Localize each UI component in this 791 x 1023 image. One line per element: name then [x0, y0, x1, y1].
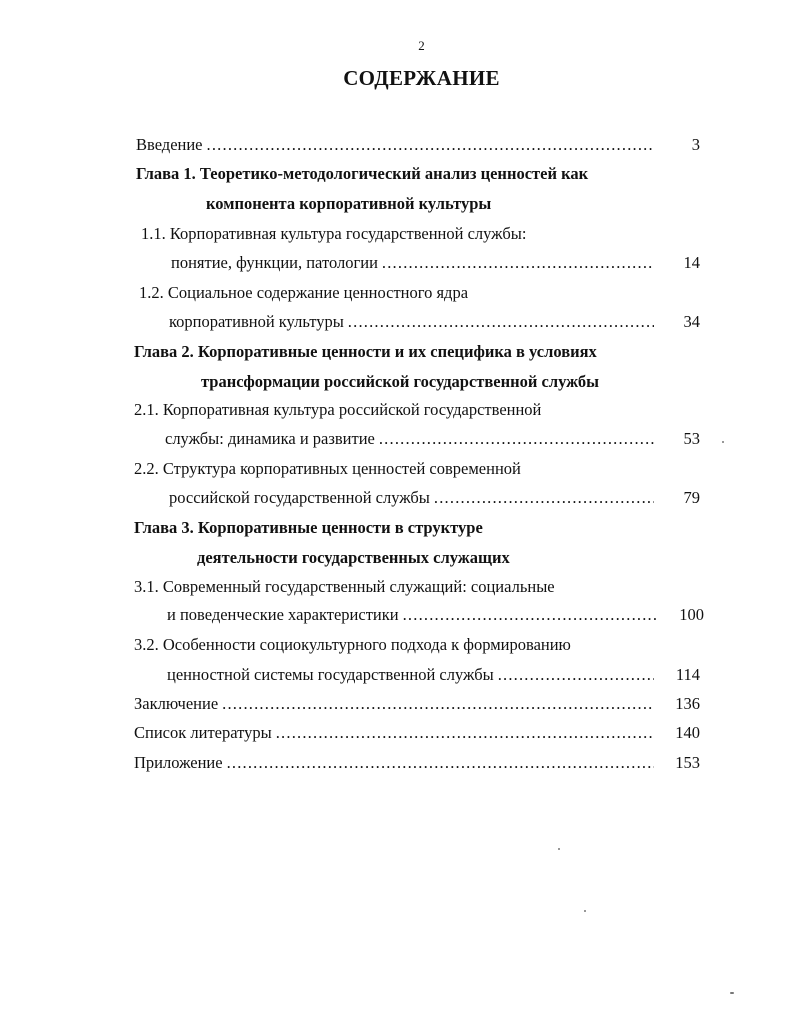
- chapter-1-title-line-2: компонента корпоративной культуры: [206, 194, 492, 213]
- chapter-2-title-line-2: трансформации российской государственной службы: [201, 372, 600, 391]
- toc-entry-text: ценностной системы государственной службы: [167, 665, 494, 684]
- dot-leader: [207, 135, 654, 155]
- toc-entry-text: Список литературы: [134, 723, 272, 742]
- toc-entry-section-1-2: [169, 312, 700, 332]
- dot-leader: [379, 429, 654, 449]
- page-number: 2: [418, 38, 425, 53]
- toc-page-number: 153: [675, 753, 700, 772]
- toc-page-number: 79: [683, 488, 700, 507]
- toc-entry-text: и поведенческие характеристики: [167, 605, 399, 624]
- toc-page-number: 114: [675, 665, 700, 684]
- toc-entry-appendix: [134, 753, 700, 773]
- toc-entry-section-2-2: [169, 488, 700, 508]
- scan-speck: [558, 848, 560, 850]
- toc-entry-conclusion: [134, 694, 700, 714]
- toc-page-number: 100: [679, 605, 704, 624]
- toc-entry-section-1-1: [171, 253, 700, 273]
- scan-speck: [722, 441, 724, 443]
- toc-entry-intro: [136, 135, 700, 155]
- toc-page-number: 3: [691, 135, 700, 154]
- toc-entry-text: службы: динамика и развитие: [165, 429, 375, 448]
- toc-entry-text: Заключение: [134, 694, 219, 713]
- section-2-2-line-1: 2.2. Структура корпоративных ценностей современной: [134, 459, 521, 478]
- toc-page-number: 14: [683, 253, 700, 272]
- dot-leader: [348, 312, 654, 332]
- toc-entry-section-2-1: [165, 429, 700, 449]
- chapter-3-title-line-1: Глава 3. Корпоративные ценности в структуре: [134, 518, 483, 537]
- dot-leader: [222, 694, 654, 714]
- section-1-1-line-1: 1.1. Корпоративная культура государственной службы:: [141, 224, 527, 243]
- scan-speck: [730, 992, 734, 994]
- chapter-3-title-line-2: деятельности государственных служащих: [197, 548, 510, 567]
- section-1-2-line-1: 1.2. Социальное содержание ценностного ядра: [139, 283, 469, 302]
- dot-leader: [276, 723, 654, 743]
- toc-entry-references: [134, 723, 700, 743]
- page-title: СОДЕРЖАНИЕ: [343, 66, 500, 90]
- scan-speck: [584, 910, 586, 912]
- dot-leader: [434, 488, 654, 508]
- toc-entry-text: российской государственной службы: [169, 488, 430, 507]
- section-2-1-line-1: 2.1. Корпоративная культура российской государственной: [134, 400, 542, 419]
- toc-entry-text: Введение: [136, 135, 203, 154]
- toc-entry-text: корпоративной культуры: [169, 312, 344, 331]
- toc-page-number: 140: [675, 723, 700, 742]
- chapter-2-title-line-1: Глава 2. Корпоративные ценности и их специфика в условиях: [134, 342, 597, 361]
- toc-entry-text: Приложение: [134, 753, 223, 772]
- dot-leader: [498, 665, 654, 685]
- chapter-1-title-line-1: Глава 1. Теоретико-методологический анализ ценностей как: [136, 164, 589, 183]
- toc-entry-section-3-2: [167, 665, 700, 685]
- toc-page-number: 34: [683, 312, 700, 331]
- toc-entry-section-3-1: [167, 605, 704, 625]
- toc-page-number: 53: [683, 429, 700, 448]
- dot-leader: [227, 753, 654, 773]
- toc-page-number: 136: [675, 694, 700, 713]
- section-3-1-line-1: 3.1. Современный государственный служащий: социальные: [134, 577, 555, 596]
- section-3-2-line-1: 3.2. Особенности социокультурного подхода к формированию: [134, 635, 571, 654]
- dot-leader: [403, 605, 658, 625]
- toc-entry-text: понятие, функции, патологии: [171, 253, 378, 272]
- dot-leader: [382, 253, 654, 273]
